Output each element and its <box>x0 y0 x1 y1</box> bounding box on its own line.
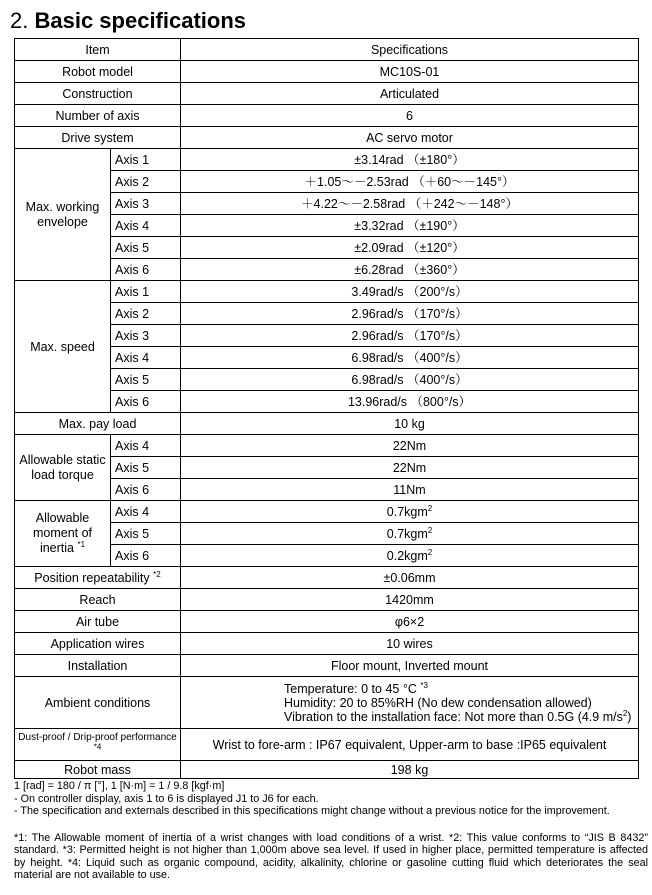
axis-label: Axis 6 <box>111 545 181 567</box>
row-value: φ6×2 <box>181 611 639 633</box>
axis-label: Axis 3 <box>111 325 181 347</box>
axis-value: ＋1.05～－2.53rad （＋60～－145°） <box>181 171 639 193</box>
axis-value: 6.98rad/s （400°/s） <box>181 347 639 369</box>
footnote-marker: *1 <box>77 539 86 549</box>
spec-table <box>14 38 639 779</box>
row-label: Number of axis <box>15 105 181 127</box>
axis-value: 22Nm <box>181 457 639 479</box>
axis-label: Axis 6 <box>111 479 181 501</box>
axis-label: Axis 5 <box>111 369 181 391</box>
ambient-humidity: Humidity: 20 to 85%RH (No dew condensation allowed) <box>284 695 592 710</box>
axis-label: Axis 4 <box>111 435 181 457</box>
row-label: Installation <box>15 655 181 677</box>
notes-section <box>14 780 648 882</box>
axis-value <box>181 545 639 567</box>
row-label: Reach <box>15 589 181 611</box>
row-label <box>15 729 181 761</box>
axis-value <box>181 501 639 523</box>
vibration-end: ) <box>627 709 632 724</box>
section-number: 2. <box>10 8 29 33</box>
row-value: 10 wires <box>181 633 639 655</box>
ambient-value <box>181 677 639 729</box>
axis-label: Axis 2 <box>111 171 181 193</box>
section-title: Basic specifications <box>34 8 247 33</box>
vibration-text: Vibration to the installation face: Not more than 0.5G (4.9 m/s <box>284 709 623 724</box>
inertia-value: 0.2kgm <box>386 548 428 563</box>
axis-value: ±2.09rad （±120°） <box>181 237 639 259</box>
group-label-moment-inertia <box>15 501 111 567</box>
table-row <box>15 567 639 589</box>
table-row <box>15 83 639 105</box>
axis-value: 3.49rad/s （200°/s） <box>181 281 639 303</box>
axis-label: Axis 6 <box>111 259 181 281</box>
row-label: Drive system <box>15 127 181 149</box>
row-value: AC servo motor <box>181 127 639 149</box>
group-label-static-load: Allowable static load torque <box>15 435 111 501</box>
row-value: 10 kg <box>181 413 639 435</box>
axis-value: 6.98rad/s （400°/s） <box>181 369 639 391</box>
ambient-temperature <box>284 682 636 696</box>
row-label: Air tube <box>15 611 181 633</box>
row-label: Ambient conditions <box>15 677 181 729</box>
axis-label: Axis 5 <box>111 523 181 545</box>
group-label-working-envelope: Max. working envelope <box>15 149 111 281</box>
ambient-vibration <box>284 710 636 724</box>
axis-label: Axis 2 <box>111 303 181 325</box>
spec-page <box>0 6 652 895</box>
table-row <box>15 655 639 677</box>
axis-label: Axis 5 <box>111 457 181 479</box>
table-row <box>15 633 639 655</box>
row-label: Construction <box>15 83 181 105</box>
table-row <box>15 105 639 127</box>
row-value: Wrist to fore-arm : IP67 equivalent, Upper-arm to base :IP65 equivalent <box>181 729 639 761</box>
row-value: 1420mm <box>181 589 639 611</box>
row-label <box>15 567 181 589</box>
row-label: Robot mass <box>15 761 181 779</box>
axis-label: Axis 5 <box>111 237 181 259</box>
table-row <box>15 761 639 779</box>
row-value: MC10S-01 <box>181 61 639 83</box>
footnote-marker: *3 <box>420 680 428 690</box>
unit-superscript: 2 <box>427 525 433 535</box>
axis-value: ±3.32rad （±190°） <box>181 215 639 237</box>
axis-value <box>181 523 639 545</box>
table-row <box>15 435 639 457</box>
axis-value: 22Nm <box>181 435 639 457</box>
repeatability-label: Position repeatability <box>34 570 150 585</box>
inertia-value: 0.7kgm <box>386 504 428 519</box>
table-row <box>15 729 639 761</box>
axis-value: 2.96rad/s （170°/s） <box>181 325 639 347</box>
group-label-max-speed: Max. speed <box>15 281 111 413</box>
axis-value: ＋4.22～－2.58rad （＋242～－148°） <box>181 193 639 215</box>
axis-value: ±3.14rad （±180°） <box>181 149 639 171</box>
axis-label: Axis 4 <box>111 347 181 369</box>
table-row <box>15 677 639 729</box>
row-value: ±0.06mm <box>181 567 639 589</box>
row-value: 6 <box>181 105 639 127</box>
table-row <box>15 611 639 633</box>
page-title <box>10 6 644 36</box>
axis-label: Axis 1 <box>111 149 181 171</box>
table-row <box>15 281 639 303</box>
axis-value: ±6.28rad （±360°） <box>181 259 639 281</box>
dust-proof-label: Dust-proof / Drip-proof performance <box>18 731 177 743</box>
axis-label: Axis 6 <box>111 391 181 413</box>
row-label: Robot model <box>15 61 181 83</box>
footnote-marker: *4 <box>93 742 102 752</box>
note-conversion: 1 [rad] = 180 / π [°], 1 [N·m] = 1 / 9.8 [kgf·m] <box>14 780 225 792</box>
table-row <box>15 149 639 171</box>
note-change: - The specification and externals described in this specifications might change without a previous notice for the improvement. <box>14 805 610 817</box>
row-value: Articulated <box>181 83 639 105</box>
axis-value: 2.96rad/s （170°/s） <box>181 303 639 325</box>
footnote-marker: *2 <box>153 569 161 579</box>
moment-label-text: Allowable moment of inertia <box>32 511 93 555</box>
inertia-value: 0.7kgm <box>386 526 428 541</box>
header-item: Item <box>15 39 181 61</box>
table-row <box>15 501 639 523</box>
table-row <box>15 127 639 149</box>
axis-value: 11Nm <box>181 479 639 501</box>
row-value: 198 kg <box>181 761 639 779</box>
table-row <box>15 61 639 83</box>
note-display: - On controller display, axis 1 to 6 is displayed J1 to J6 for each. <box>14 792 319 805</box>
table-header-row <box>15 39 639 61</box>
axis-label: Axis 3 <box>111 193 181 215</box>
footnotes: *1: The Allowable moment of inertia of a wrist changes with load conditions of a wrist. *2: This value conforms to “JIS B 8432” standard. *3: Permitted height is not higher than 1,000m above sea level. If used in higher place, permitted temperature is affected by height. *4: Liquid such as organic compound, acidity, alkalinity, chlorine or gasoline cutting fluid which deteriorates the seal material are not available to use. <box>14 831 648 881</box>
axis-label: Axis 1 <box>111 281 181 303</box>
row-value: Floor mount, Inverted mount <box>181 655 639 677</box>
row-label: Application wires <box>15 633 181 655</box>
axis-label: Axis 4 <box>111 215 181 237</box>
table-row <box>15 589 639 611</box>
table-row <box>15 413 639 435</box>
header-spec: Specifications <box>181 39 639 61</box>
row-label: Max. pay load <box>15 413 181 435</box>
axis-value: 13.96rad/s （800°/s） <box>181 391 639 413</box>
unit-superscript: 2 <box>622 708 628 718</box>
unit-superscript: 2 <box>427 547 433 557</box>
axis-label: Axis 4 <box>111 501 181 523</box>
temperature-text: Temperature: 0 to 45 °C <box>284 681 417 696</box>
unit-superscript: 2 <box>427 503 433 513</box>
